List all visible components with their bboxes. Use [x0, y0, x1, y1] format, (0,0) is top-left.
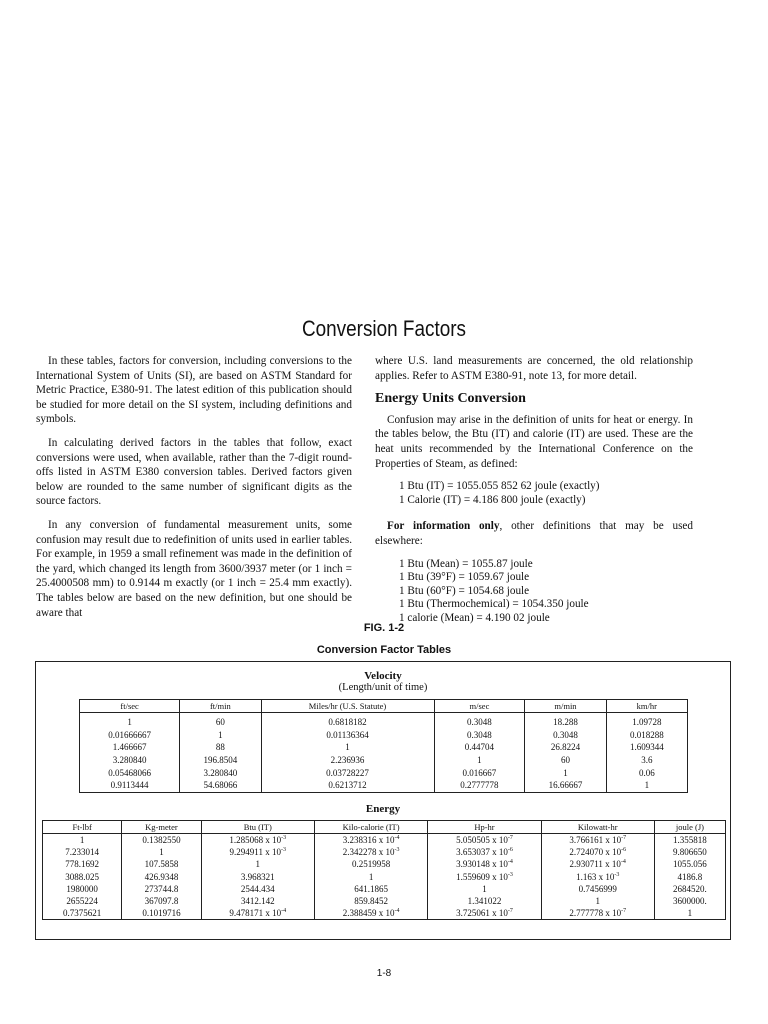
page-title: Conversion Factors: [301, 316, 467, 341]
definition-item: 1 Calorie (IT) = 4.186 800 joule (exactly): [399, 493, 586, 506]
table-cell: [261, 741, 434, 754]
table-cell: [525, 713, 606, 729]
table-cell: [261, 729, 434, 742]
table-cell: [434, 741, 525, 754]
table-row: [80, 729, 688, 742]
cell-value: 273744.8: [144, 883, 179, 894]
cell-value: 0.01136364: [326, 729, 369, 740]
column-header: m/min: [525, 700, 606, 713]
conversion-tables-frame: [35, 661, 731, 940]
table-cell: [606, 713, 687, 729]
cell-exponent: -4: [507, 859, 513, 866]
table-row: [80, 741, 688, 754]
table-cell: [428, 834, 541, 847]
column-header: km/hr: [606, 700, 687, 713]
cell-value: 1: [687, 908, 693, 919]
intro-paragraph: In these tables, factors for conversion, including conversions to the International System of Units (SI), are based on ASTM Standard for Metric Practice, E380-91. The latest edition of this publication should be studied for more detail on the SI system, including definitions and symbols.: [36, 355, 352, 426]
column-header: Kilowatt-hr: [541, 821, 654, 834]
column-header: ft/sec: [80, 700, 180, 713]
cell-value: 0.2777778: [460, 780, 499, 791]
table-cell: [314, 871, 427, 883]
column-header: m/sec: [434, 700, 525, 713]
cell-value: 1.609344: [629, 742, 664, 753]
cell-value: 3.766161 x 10: [569, 835, 622, 846]
cell-value: 88: [215, 742, 225, 753]
table-cell: [201, 883, 314, 895]
table-cell: [201, 907, 314, 920]
cell-value: 0.018288: [629, 729, 664, 740]
column-header: Kilo-calorie (IT): [314, 821, 427, 834]
table-cell: [654, 871, 725, 883]
cell-value: 3.280840: [112, 755, 147, 766]
table-cell: [43, 834, 122, 847]
table-cell: [43, 871, 122, 883]
cell-value: 1: [159, 847, 164, 858]
right-column: [375, 354, 693, 638]
column-header: Ft-lbf: [43, 821, 122, 834]
energy-table: [42, 820, 726, 920]
table-cell: [43, 846, 122, 858]
table-row: [80, 766, 688, 779]
table-cell: [122, 858, 201, 870]
table-cell: [434, 754, 525, 767]
definition-item: 1 Btu (60°F) = 1054.68 joule: [399, 584, 530, 597]
cell-value: 778.1692: [65, 859, 100, 870]
cell-value: 0.7375621: [63, 908, 102, 919]
velocity-header-row: [80, 700, 688, 713]
cell-exponent: -6: [621, 847, 627, 854]
table-cell: [428, 846, 541, 858]
table-cell: [314, 895, 427, 907]
cell-value: 1.09728: [632, 717, 662, 728]
cell-value: 1: [218, 729, 223, 740]
cell-exponent: -4: [394, 908, 400, 915]
table-cell: [541, 834, 654, 847]
cell-exponent: -7: [621, 908, 627, 915]
table-cell: [314, 907, 427, 920]
table-row: [43, 834, 726, 847]
cell-value: 7.233014: [65, 847, 100, 858]
cell-value: 367097.8: [144, 896, 179, 907]
cell-value: 0.9113444: [110, 780, 149, 791]
table-cell: [541, 883, 654, 895]
cell-value: 18.288: [553, 717, 578, 728]
cell-value: 0.03728227: [326, 767, 369, 778]
info-rest-text: , other definitions that may be used elsewhere:: [375, 520, 693, 547]
table-cell: [80, 713, 180, 729]
cell-value: 0.1019716: [142, 908, 181, 919]
cell-value: 1: [255, 859, 260, 870]
column-header: joule (J): [654, 821, 725, 834]
cell-value: 1: [79, 835, 85, 846]
cell-value: 0.06: [638, 767, 655, 778]
velocity-table: [79, 699, 688, 793]
table-cell: [180, 779, 261, 792]
cell-exponent: -4: [394, 835, 400, 842]
cell-exponent: -3: [507, 871, 513, 878]
cell-value: 26.8224: [550, 742, 581, 753]
table-cell: [434, 729, 525, 742]
energy-title: Energy: [365, 803, 401, 815]
cell-value: 3412.142: [240, 896, 275, 907]
definition-item: 1 Btu (IT) = 1055.055 852 62 joule (exactly): [399, 480, 600, 493]
cell-value: 3.930148 x 10: [456, 859, 508, 870]
table-cell: [606, 729, 687, 742]
cell-value: 2.724070 x 10: [569, 847, 622, 858]
table-cell: [654, 883, 725, 895]
table-row: [80, 754, 688, 767]
table-cell: [80, 741, 180, 754]
cell-exponent: -3: [281, 835, 287, 842]
table-cell: [314, 858, 427, 870]
table-cell: [122, 895, 201, 907]
table-cell: [541, 871, 654, 883]
table-cell: [428, 871, 541, 883]
table-cell: [314, 834, 427, 847]
cell-value: 196.8504: [203, 755, 238, 766]
cell-value: 3600000.: [673, 896, 707, 907]
cell-value: 1: [368, 871, 374, 882]
table-row: [43, 871, 726, 883]
table-row: [80, 779, 688, 792]
cell-value: 1: [345, 742, 350, 753]
table-cell: [606, 754, 687, 767]
table-cell: [428, 907, 541, 920]
velocity-heading-block: [36, 670, 730, 693]
cell-value: 1: [482, 883, 487, 894]
cell-value: 2.388459 x 10: [342, 908, 395, 919]
cell-value: 641.1865: [354, 883, 388, 894]
figure-title: Conversion Factor Tables: [316, 644, 452, 656]
table-cell: [43, 907, 122, 920]
energy-heading-block: [36, 803, 730, 815]
table-row: [80, 713, 688, 729]
table-cell: [654, 846, 725, 858]
table-cell: [525, 741, 606, 754]
table-cell: [261, 713, 434, 729]
cell-value: 54.68066: [203, 780, 238, 791]
cell-value: 2655224: [66, 896, 98, 907]
velocity-title: Velocity: [364, 670, 402, 682]
table-cell: [80, 729, 180, 742]
cell-exponent: -7: [507, 835, 513, 842]
table-cell: [654, 834, 725, 847]
cell-value: 1: [644, 780, 650, 791]
cell-exponent: -4: [620, 859, 626, 866]
cell-value: 1.466667: [112, 742, 147, 753]
table-cell: [201, 895, 314, 907]
redefinition-paragraph: In any conversion of fundamental measurement units, some confusion may result due to redefinition of units used in earlier tables. For example, in 1959 a small refinement was made in the definition of the yard, which changed its length from 3600/3937 meter (or 1 inch = 25.4000508 mm) to 0.9144 m exactly (or 1 inch = 25.4 mm exactly). The tables below are based on the new definition, but one should be aware that: [36, 518, 352, 619]
table-cell: [180, 729, 261, 742]
cell-value: 1.355818: [673, 835, 707, 846]
cell-value: 1980000: [66, 883, 98, 894]
cell-value: 0.6818182: [328, 717, 367, 728]
table-cell: [261, 766, 434, 779]
energy-table-body: [43, 834, 726, 920]
table-cell: [428, 858, 541, 870]
table-cell: [606, 766, 687, 779]
cell-value: 2684520.: [673, 883, 707, 894]
column-header: Kg-meter: [122, 821, 201, 834]
cell-exponent: -3: [394, 847, 400, 854]
table-cell: [43, 895, 122, 907]
table-cell: [122, 846, 201, 858]
cell-value: 0.016667: [462, 767, 497, 778]
table-cell: [261, 754, 434, 767]
cell-value: 859.8452: [354, 896, 388, 907]
cell-value: 426.9348: [144, 871, 179, 882]
cell-value: 3.725061 x 10: [456, 908, 508, 919]
cell-value: 3.280840: [203, 767, 238, 778]
energy-header-row: [43, 821, 726, 834]
page-number: 1-8: [376, 968, 392, 979]
table-cell: [122, 871, 201, 883]
cell-value: 9.806650: [673, 847, 707, 858]
table-cell: [180, 713, 261, 729]
cell-value: 0.7456999: [578, 883, 617, 894]
table-cell: [654, 907, 725, 920]
table-cell: [201, 858, 314, 870]
column-header: ft/min: [180, 700, 261, 713]
table-cell: [434, 766, 525, 779]
velocity-subtitle: (Length/unit of time): [338, 682, 428, 693]
table-cell: [525, 779, 606, 792]
table-cell: [525, 766, 606, 779]
cell-value: 1.163 x 10: [576, 871, 615, 882]
cell-value: 3.6: [641, 755, 653, 766]
derived-factors-paragraph: In calculating derived factors in the tables that follow, exact conversions were used, when available, rather than the 7-digit round-offs listed in ASTM E380 conversion tables. Derived factors given below are rounded to the same number of significant digits as the source factors.: [36, 436, 352, 508]
cell-value: 60: [560, 755, 570, 766]
energy-paragraph: Confusion may arise in the definition of units for heat or energy. In the tables below, the Btu (IT) and calorie (IT) are used. These are the heat units recommended by the International Conference on the Properties of Steam, as defined:: [375, 413, 693, 470]
table-cell: [606, 741, 687, 754]
cell-value: 3.653037 x 10: [456, 847, 508, 858]
table-cell: [541, 907, 654, 920]
table-cell: [43, 858, 122, 870]
cell-exponent: -7: [621, 835, 627, 842]
table-cell: [541, 846, 654, 858]
table-cell: [654, 895, 725, 907]
table-cell: [541, 895, 654, 907]
cell-value: 2.930711 x 10: [569, 859, 621, 870]
cell-value: 0.05468066: [108, 767, 151, 778]
cell-value: 4186.8: [677, 871, 703, 882]
cell-value: 1055.056: [673, 859, 707, 870]
cell-value: 0.3048: [467, 729, 492, 740]
cell-value: 1.285068 x 10: [229, 835, 282, 846]
cell-value: 0.3048: [553, 729, 578, 740]
energy-section-heading: Energy Units Conversion: [375, 391, 526, 407]
cell-value: 2.236936: [330, 755, 365, 766]
cell-value: 9.294911 x 10: [229, 847, 281, 858]
cell-value: 1: [563, 767, 568, 778]
table-cell: [201, 846, 314, 858]
table-cell: [261, 779, 434, 792]
cell-exponent: -3: [280, 847, 286, 854]
table-cell: [201, 834, 314, 847]
table-cell: [80, 754, 180, 767]
definition-item: 1 Btu (39°F) = 1059.67 joule: [399, 571, 530, 584]
table-cell: [314, 846, 427, 858]
definition-item: 1 Btu (Mean) = 1055.87 joule: [399, 557, 533, 570]
figure-label: FIG. 1-2: [363, 622, 405, 634]
cell-value: 0.01666667: [108, 729, 151, 740]
table-cell: [180, 754, 261, 767]
cell-exponent: -6: [507, 847, 513, 854]
table-cell: [428, 895, 541, 907]
cell-exponent: -7: [507, 908, 513, 915]
table-cell: [606, 779, 687, 792]
table-cell: [180, 741, 261, 754]
cell-value: 1: [127, 717, 132, 728]
table-cell: [43, 883, 122, 895]
cell-value: 0.6213712: [328, 780, 367, 791]
table-cell: [201, 871, 314, 883]
cell-value: 107.5858: [144, 859, 179, 870]
left-column: [36, 354, 352, 629]
cell-value: 3.238316 x 10: [342, 835, 395, 846]
cell-value: 16.66667: [548, 780, 583, 791]
cell-value: 1.559609 x 10: [456, 871, 508, 882]
cell-value: 2.342278 x 10: [342, 847, 395, 858]
other-definitions-list: [399, 558, 693, 626]
column-header: Hp-hr: [428, 821, 541, 834]
table-cell: [314, 883, 427, 895]
table-row: [43, 858, 726, 870]
table-cell: [80, 766, 180, 779]
column-header: Miles/hr (U.S. Statute): [261, 700, 434, 713]
cell-value: 1: [477, 755, 482, 766]
cell-value: 60: [215, 717, 225, 728]
table-cell: [434, 779, 525, 792]
table-cell: [122, 834, 201, 847]
table-row: [43, 846, 726, 858]
table-cell: [428, 883, 541, 895]
cell-value: 0.1382550: [142, 835, 181, 846]
info-bold-text: For information only: [387, 520, 500, 533]
table-cell: [434, 713, 525, 729]
definition-item: 1 calorie (Mean) = 4.190 02 joule: [399, 611, 550, 624]
cell-value: 2544.434: [240, 883, 275, 894]
cell-value: 2.777778 x 10: [569, 908, 622, 919]
cell-value: 5.050505 x 10: [456, 835, 508, 846]
cell-value: 1.341022: [467, 896, 502, 907]
cell-value: 0.44704: [464, 742, 495, 753]
table-cell: [122, 907, 201, 920]
definition-item: 1 Btu (Thermochemical) = 1054.350 joule: [399, 598, 589, 611]
cell-value: 0.3048: [467, 717, 492, 728]
table-cell: [122, 883, 201, 895]
velocity-table-body: [80, 713, 688, 793]
definitions-list: [399, 480, 693, 507]
cell-value: 3088.025: [65, 871, 100, 882]
land-measurement-paragraph: where U.S. land measurements are concerned, the old relationship applies. Refer to ASTM E380-91, note 13, for more detail.: [375, 355, 693, 382]
table-cell: [654, 858, 725, 870]
column-header: Btu (IT): [201, 821, 314, 834]
table-cell: [180, 766, 261, 779]
table-cell: [525, 729, 606, 742]
cell-value: 3.968321: [240, 871, 275, 882]
table-row: [43, 907, 726, 920]
cell-value: 0.2519958: [351, 859, 391, 870]
cell-exponent: -4: [281, 908, 287, 915]
table-row: [43, 883, 726, 895]
table-cell: [541, 858, 654, 870]
cell-value: 1: [595, 896, 600, 907]
cell-exponent: -3: [614, 871, 620, 878]
cell-value: 9.478171 x 10: [229, 908, 282, 919]
table-row: [43, 895, 726, 907]
table-cell: [80, 779, 180, 792]
info-paragraph: [375, 519, 693, 548]
table-cell: [525, 754, 606, 767]
